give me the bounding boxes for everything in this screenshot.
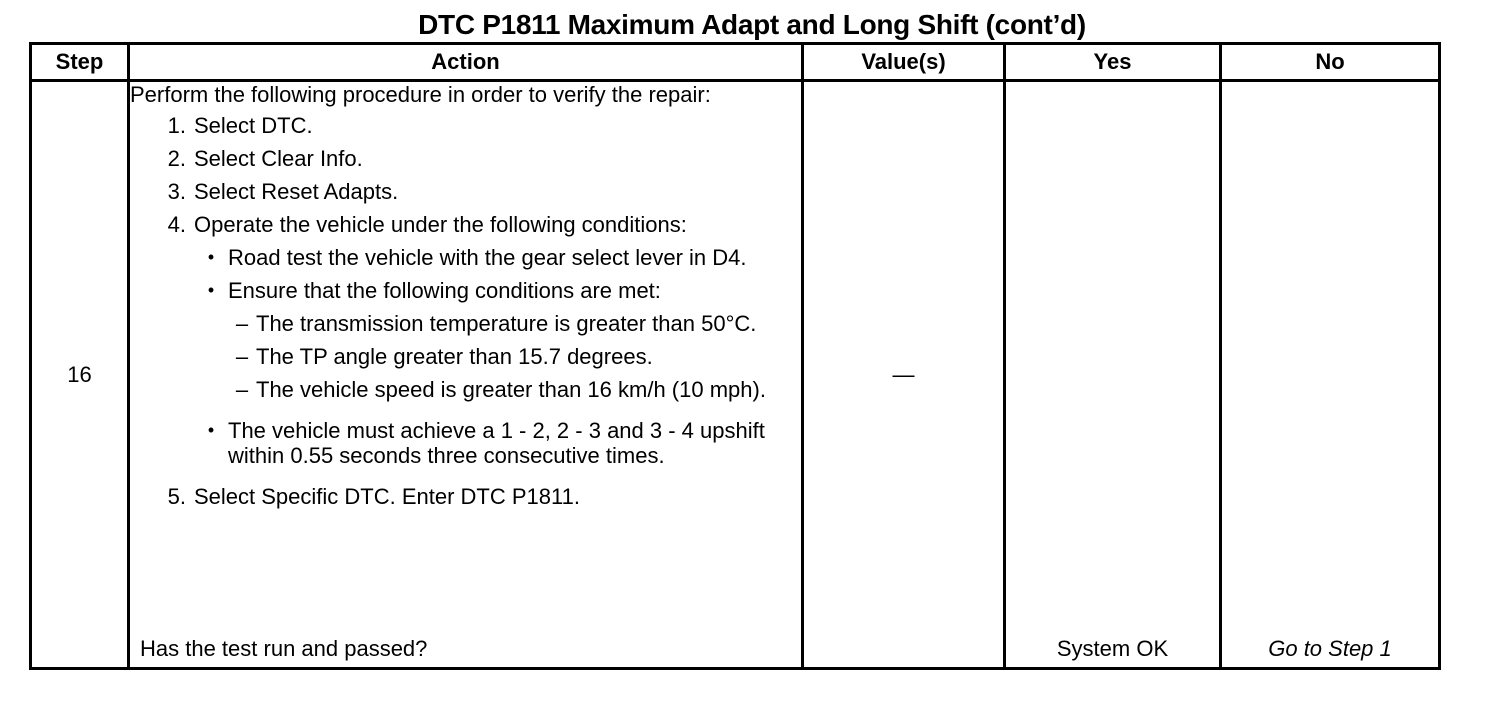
step-text: Select Specific DTC. Enter DTC P1811.: [194, 484, 580, 509]
bullet-marker: •: [207, 247, 215, 267]
bullet-text: Road test the vehicle with the gear select lever in D4.: [228, 245, 747, 270]
values-cell: —: [803, 81, 1005, 669]
dtc-table: [29, 42, 1441, 670]
sub-conditions: [228, 311, 801, 402]
procedure-step: [130, 484, 801, 509]
procedure-step: [130, 146, 801, 171]
procedure-step: [130, 212, 801, 476]
step-num: 1.: [167, 113, 186, 138]
step-num: 5.: [167, 484, 186, 509]
dash-marker: –: [235, 344, 249, 369]
condition-bullets: [194, 245, 801, 468]
header-action: Action: [129, 44, 803, 81]
step-text: Operate the vehicle under the following conditions:: [194, 212, 687, 237]
dash-marker: –: [235, 311, 249, 336]
bullet-marker: •: [207, 280, 215, 300]
table-row: [31, 81, 1440, 669]
bullet-item: [194, 418, 801, 468]
header-step: Step: [31, 44, 129, 81]
no-result: Go to Step 1: [1268, 636, 1392, 661]
procedure-step: [130, 113, 801, 138]
header-row: [31, 44, 1440, 81]
sub-condition-text: The TP angle greater than 15.7 degrees.: [256, 344, 653, 369]
header-yes: Yes: [1005, 44, 1221, 81]
action-cell: [129, 81, 803, 669]
bullet-item: [194, 278, 801, 410]
sub-condition: [228, 377, 801, 402]
sub-condition: [228, 344, 801, 369]
step-text: Select Reset Adapts.: [194, 179, 399, 204]
bullet-item: [194, 245, 801, 270]
step-text: Select Clear Info.: [194, 146, 363, 171]
dash-marker: –: [235, 377, 249, 402]
test-question: Has the test run and passed?: [140, 636, 428, 661]
procedure-step: [130, 179, 801, 204]
step-text: Select DTC.: [194, 113, 313, 138]
bullet-text: The vehicle must achieve a 1 - 2, 2 - 3 and 3 - 4 upshift within 0.55 seconds three consecutive times.: [228, 418, 765, 468]
step-num: 3.: [167, 179, 186, 204]
yes-result: System OK: [1056, 636, 1169, 661]
procedure-steps: [130, 113, 801, 509]
sub-condition-text: The transmission temperature is greater than 50°C.: [256, 311, 757, 336]
bullet-text: Ensure that the following conditions are met:: [228, 278, 661, 303]
step-number: 16: [31, 81, 129, 669]
document-title: DTC P1811 Maximum Adapt and Long Shift (cont’d): [418, 9, 1086, 40]
bullet-marker: •: [207, 420, 215, 440]
no-cell: [1221, 81, 1440, 669]
step-num: 4.: [167, 212, 186, 237]
step-num: 2.: [167, 146, 186, 171]
sub-condition: [228, 311, 801, 336]
sub-condition-text: The vehicle speed is greater than 16 km/h (10 mph).: [256, 377, 766, 402]
yes-cell: [1005, 81, 1221, 669]
header-no: No: [1221, 44, 1440, 81]
action-intro: Perform the following procedure in order to verify the repair:: [130, 82, 711, 107]
header-values: Value(s): [803, 44, 1005, 81]
